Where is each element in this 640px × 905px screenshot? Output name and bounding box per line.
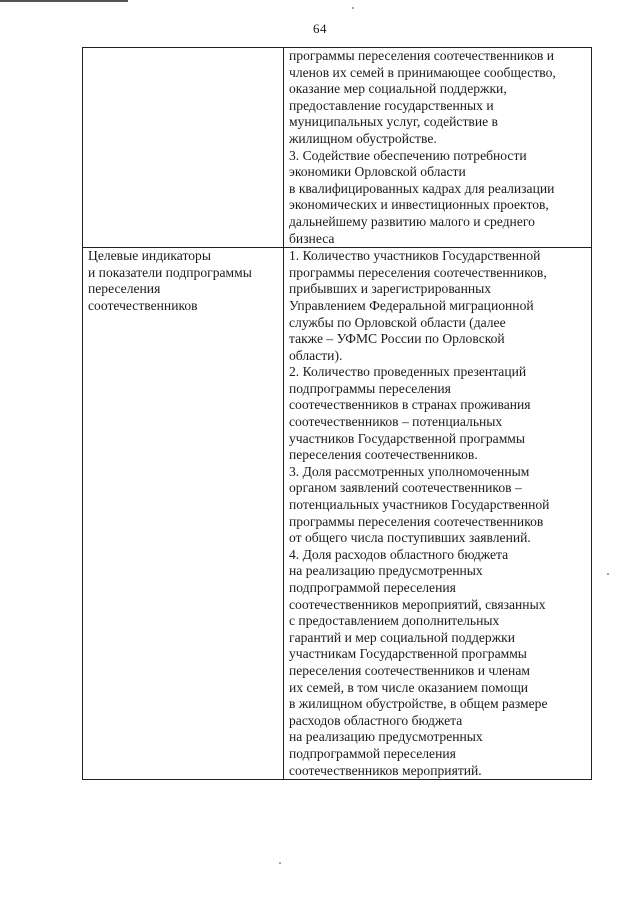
text-line: оказание мер социальной поддержки, bbox=[289, 81, 507, 97]
text-line: соотечественников мероприятий, связанных bbox=[289, 596, 546, 612]
text-line: 4. Доля расходов областного бюджета bbox=[289, 546, 509, 562]
text-line: области). bbox=[289, 347, 343, 363]
scan-speck bbox=[607, 573, 609, 575]
table-row bbox=[83, 48, 592, 248]
text-line: органом заявлений соотечественников – bbox=[289, 480, 522, 496]
text-line: программы переселения соотечественников и bbox=[289, 48, 555, 63]
text-line: участников Государственной программы bbox=[289, 430, 526, 446]
scan-edge-mark bbox=[0, 0, 128, 2]
text-line: переселения соотечественников. bbox=[289, 447, 478, 463]
text-line: предоставление государственных и bbox=[289, 97, 494, 113]
text-line: соотечественников bbox=[88, 297, 198, 313]
document-table bbox=[82, 47, 592, 780]
text-line: программы переселения соотечественников, bbox=[289, 264, 547, 280]
page-number: 64 bbox=[313, 21, 327, 36]
text-line: экономики Орловской области bbox=[289, 164, 466, 180]
scan-speck bbox=[279, 862, 281, 864]
text-line: дальнейшему развитию малого и среднего bbox=[289, 213, 535, 229]
text-line: жилищном обустройстве. bbox=[289, 130, 437, 146]
text-line: 3. Содействие обеспечению потребности bbox=[289, 147, 527, 163]
text-line: переселения bbox=[88, 281, 161, 297]
text-line: от общего числа поступивших заявлений. bbox=[289, 530, 531, 546]
text-line: подпрограммой переселения bbox=[289, 580, 456, 595]
table-cell-label bbox=[83, 248, 284, 780]
table-row bbox=[83, 248, 592, 780]
text-line: 3. Доля рассмотренных уполномоченным bbox=[289, 463, 530, 479]
text-line: в квалифицированных кадрах для реализации bbox=[289, 180, 555, 196]
text-line: и показатели подпрограммы bbox=[88, 264, 252, 280]
text-line: потенциальных участников Государственной bbox=[289, 497, 550, 513]
text-line: программы переселения соотечественников bbox=[289, 513, 544, 529]
text-line: 1. Количество участников Государственной bbox=[289, 248, 541, 264]
table-cell-label bbox=[83, 48, 284, 248]
text-line: муниципальных услуг, содействие в bbox=[289, 114, 498, 130]
text-line: соотечественников – потенциальных bbox=[289, 414, 503, 430]
text-line: гарантий и мер социальной поддержки bbox=[289, 629, 515, 645]
text-line: подпрограммы переселения bbox=[289, 380, 451, 396]
table-cell-content bbox=[284, 248, 592, 780]
text-line: подпрограммой переселения bbox=[289, 745, 456, 761]
table-cell-content bbox=[284, 48, 592, 248]
text-line: с предоставлением дополнительных bbox=[289, 613, 500, 629]
text-line: переселения соотечественников и членам bbox=[289, 662, 530, 678]
text-line: бизнеса bbox=[289, 230, 335, 246]
text-line: на реализацию предусмотренных bbox=[289, 563, 483, 579]
text-line: участникам Государственной программы bbox=[289, 646, 527, 662]
text-line: соотечественников мероприятий. bbox=[289, 762, 482, 778]
text-line: 2. Количество проведенных презентаций bbox=[289, 364, 527, 380]
text-line: на реализацию предусмотренных bbox=[289, 729, 483, 745]
text-line: также – УФМС России по Орловской bbox=[289, 331, 505, 347]
text-line: прибывших и зарегистрированных bbox=[289, 281, 492, 297]
text-line: Целевые индикаторы bbox=[88, 248, 211, 264]
text-line: Управлением Федеральной миграционной bbox=[289, 297, 534, 313]
text-line: экономических и инвестиционных проектов, bbox=[289, 197, 549, 213]
text-line: соотечественников в странах проживания bbox=[289, 397, 531, 413]
text-line: службы по Орловской области (далее bbox=[289, 314, 506, 330]
text-line: их семей, в том числе оказанием помощи bbox=[289, 679, 529, 695]
text-line: в жилищном обустройстве, в общем размере bbox=[289, 696, 548, 712]
text-line: членов их семей в принимающее сообщество, bbox=[289, 64, 556, 80]
scan-speck bbox=[352, 7, 354, 9]
text-line: расходов областного бюджета bbox=[289, 712, 463, 728]
